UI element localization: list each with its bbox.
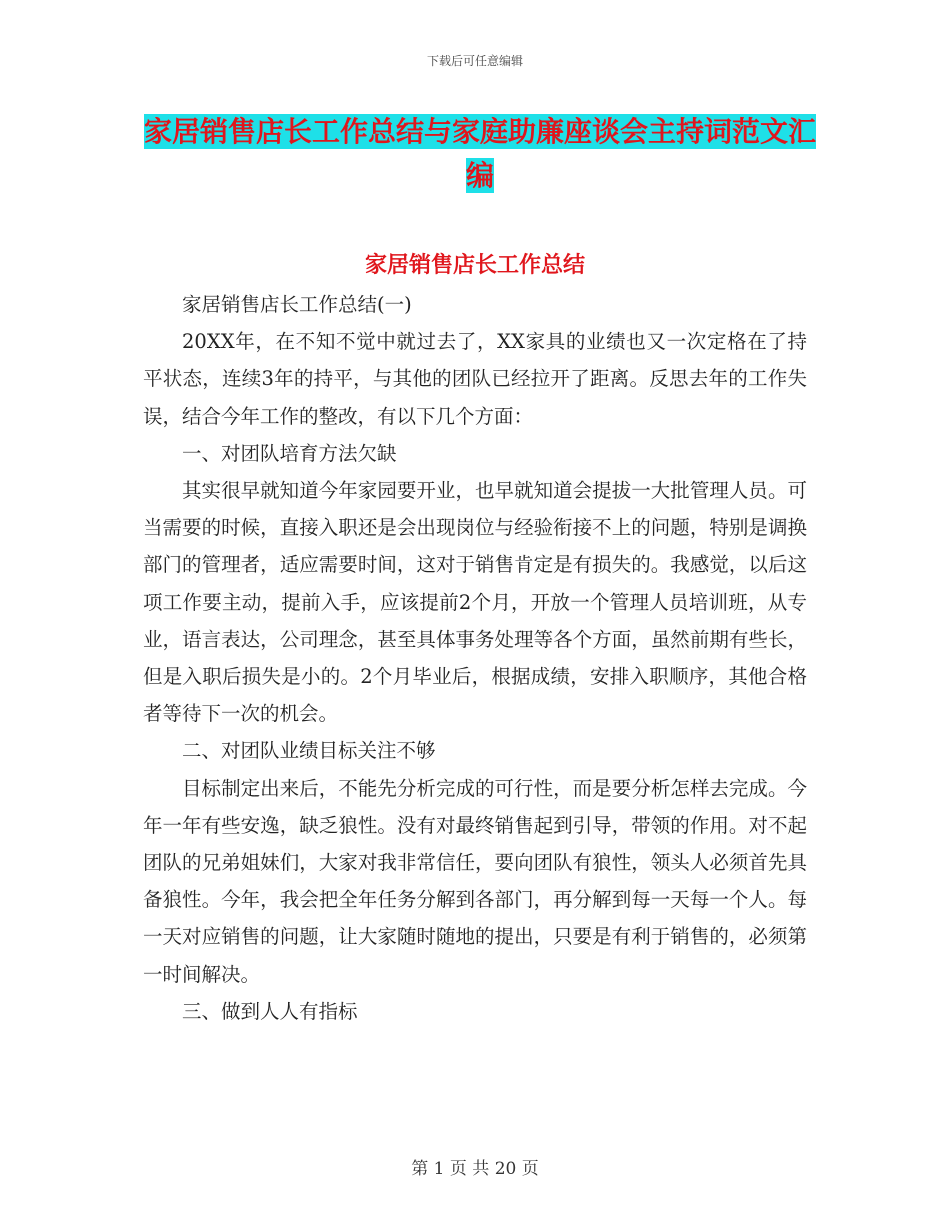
- page-footer: 第 1 页 共 20 页: [411, 1159, 539, 1179]
- heading-point-3: 三、做到人人有指标: [182, 999, 358, 1023]
- body-paragraph-2: 目标制定出来后，不能先分析完成的可行性，而是要分析怎样去完成。今年一年有些安逸，缺乏狼性。没有对最终销售起到引导，带领的作用。对不起团队的兄弟姐妹们，大家对我非常信任，要向团队有狼性，领头人必须首先具备狼性。今年，我会把全年任务分解到各部门，再分解到每一天每一个人。每一天对应销售的问题，让大家随时随地的提出，只要是有利于销售的，必须第一时间解决。: [143, 776, 807, 986]
- document-body: [143, 286, 807, 1030]
- document-title: [140, 110, 820, 198]
- section-title: 家居销售店长工作总结: [364, 252, 585, 278]
- body-paragraph-1: 其实很早就知道今年家园要开业，也早就知道会提拔一大批管理人员。可当需要的时候，直接入职还是会出现岗位与经验衔接不上的问题，特别是调换部门的管理者，适应需要时间，这对于销售肯定是有损失的。我感觉，以后这项工作要主动，提前入手，应该提前2个月，开放一个管理人员培训班，从专业，语言表达，公司理念，甚至具体事务处理等各个方面，虽然前期有些长，但是入职后损失是小的。2个月毕业后，根据成绩，安排入职顺序，其他合格者等待下一次的机会。: [143, 479, 807, 726]
- document-title-text: 家居销售店长工作总结与家庭助廉座谈会主持词范文汇编: [143, 115, 816, 192]
- heading-point-1: 一、对团队培育方法欠缺: [182, 441, 397, 465]
- subtitle-paragraph: 家居销售店长工作总结(一): [182, 293, 412, 316]
- heading-point-2: 二、对团队业绩目标关注不够: [182, 739, 436, 763]
- header-note: 下载后可任意编辑: [426, 54, 523, 68]
- intro-paragraph: 20XX年，在不知不觉中就过去了，XX家具的业绩也又一次定格在了持平状态，连续3年的持平，与其他的团队已经拉开了距离。反思去年的工作失误，结合今年工作的整改，有以下几个方面：: [143, 330, 807, 428]
